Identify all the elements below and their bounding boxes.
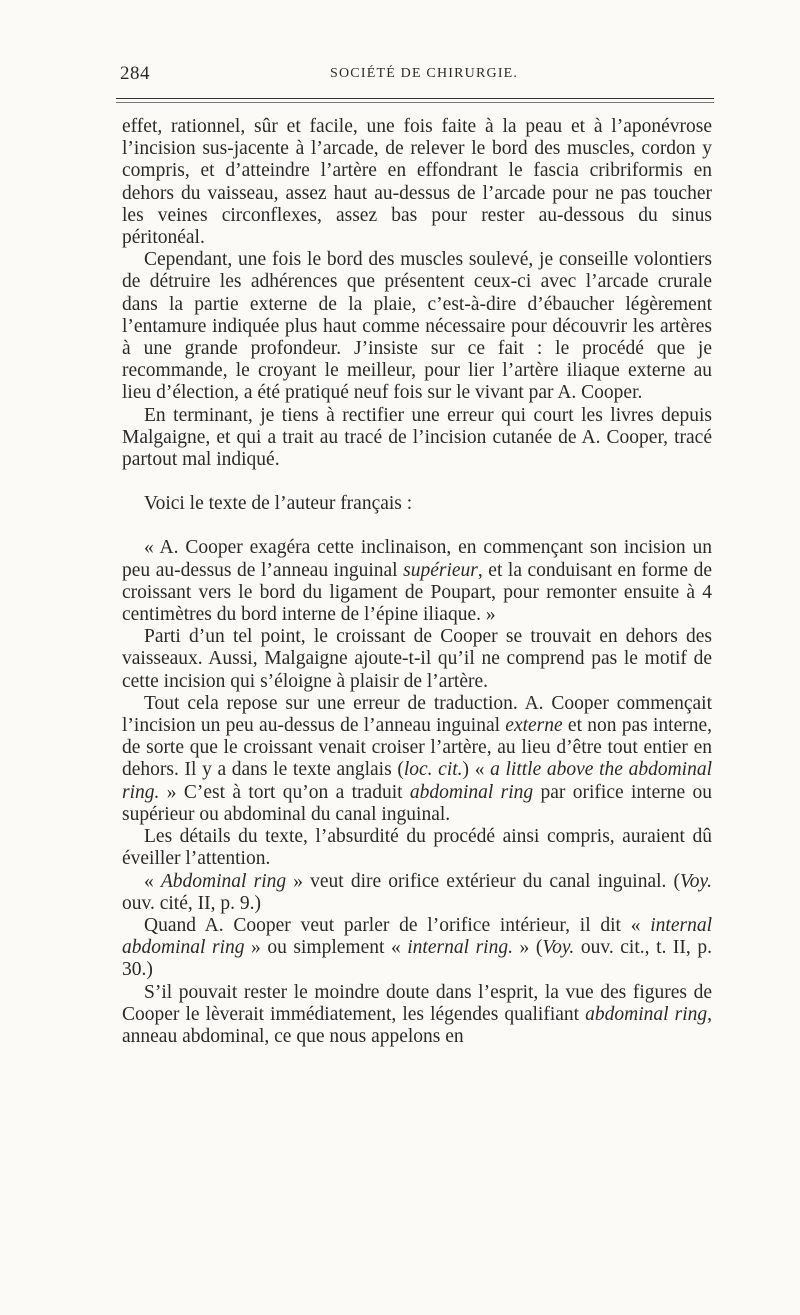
text-run: , anneau abdominal, ce que nous appelons en [122, 1003, 712, 1047]
paragraph [122, 249, 712, 404]
text-run: ouv. cité, II, p. 9.) [122, 892, 261, 914]
italic-text: internal ring. [407, 937, 513, 959]
italic-text: internal abdominal ring [122, 914, 712, 959]
page-number: 284 [120, 63, 150, 84]
text-run: » C’est à tort qu’on a traduit [159, 781, 410, 803]
paragraph [122, 405, 712, 472]
text-run: Tout cela repose sur une erreur de traduction. A. Cooper commençait l’incision un peu au-dessus de l’anneau inguinal [122, 692, 712, 737]
quotation-paragraph [122, 537, 712, 626]
text-run: et non pas interne, de sorte que le croissant venait croiser l’artère, au lieu d’être tout entier en dehors. Il y a dans le texte anglais ( [122, 715, 712, 781]
text-run: effet, rationnel, sûr et facile, une fois faite à la peau et à l’aponévrose l’incision sus-jacente à l’arcade, de relever le bord des muscles, cordon y compris, et d’atteindre l’artère en effondrant le fascia cribriformis en dehors du vaisseau, assez haut au-dessus de l’arcade pour ne pas toucher les veines circonflexes, assez bas pour rester au-dessous du sinus péritonéal. [122, 116, 712, 249]
text-run: » veut dire orifice extérieur du canal inguinal. ( [286, 870, 681, 892]
paragraph [122, 982, 712, 1049]
paragraph [122, 871, 712, 915]
text-run: Cependant, une fois le bord des muscles soulevé, je conseille volontiers de détruire les adhérences que présentent ceux-ci avec l’arcade crurale dans la partie externe de la plaie, c’est-à-dire d’ébaucher légèrement l’entamure indiquée plus haut comme nécessaire pour découvrir les artères à une grande profondeur. J’insiste sur ce fait : le procédé que je recommande, le croyant le meilleur, pour lier l’artère iliaque externe au lieu d’élection, a été pratiqué neuf fois sur le vivant par A. Cooper. [122, 249, 712, 404]
text-run: » ( [512, 937, 543, 959]
italic-text: supérieur [403, 559, 478, 581]
italic-text: a little above the abdominal ring. [122, 759, 712, 803]
running-title: SOCIÉTÉ DE CHIRURGIE. [330, 66, 519, 81]
text-run: , et la conduisant en forme de croissant vers le bord du ligament de Poupart, pour remonter ensuite à 4 centimètres du bord interne de l’épine iliaque. » [122, 559, 712, 626]
text-run: « [144, 870, 161, 892]
text-run: » ou simplement « [244, 937, 408, 959]
text-run: Parti d’un tel point, le croissant de Cooper se trouvait en dehors des vaisseaux. Aussi, Malgaigne ajoute-t-il qu’il ne comprend pas le motif de cette incision qui s’éloigne à plaisir de l’artère. [122, 626, 712, 692]
text-run: « A. Cooper exagéra cette inclinaison, en commençant son incision un peu au-dessus de l’anneau inguinal [122, 537, 712, 581]
text-run: Quand A. Cooper veut parler de l’orifice intérieur, il dit « [144, 914, 651, 936]
paragraph [122, 116, 712, 249]
body-text [122, 116, 712, 1048]
italic-text: abdominal ring [585, 1003, 708, 1025]
paragraph [122, 693, 712, 826]
text-run: ) « [462, 759, 491, 781]
text-run: ouv. cit., t. II, p. 30.) [122, 937, 712, 981]
paragraph [122, 915, 712, 982]
paragraph [122, 626, 712, 693]
paragraph [122, 493, 712, 515]
italic-text: loc. cit. [403, 759, 463, 781]
italic-text: abdominal ring [409, 781, 534, 803]
text-run: par orifice interne ou supérieur ou abdominal du canal inguinal. [122, 781, 712, 825]
italic-text: Abdominal ring [160, 870, 287, 892]
header-rule [116, 98, 714, 99]
page-header [120, 63, 712, 87]
text-run: S’il pouvait rester le moindre doute dans l’esprit, la vue des figures de Cooper le lèverait immédiatement, les légendes qualifiant [122, 981, 712, 1025]
italic-text: Voy. [680, 870, 712, 892]
paragraph [122, 826, 712, 870]
text-run: En terminant, je tiens à rectifier une erreur qui court les livres depuis Malgaigne, et qui a trait au tracé de l’incision cutanée de A. Cooper, tracé partout mal indiqué. [122, 404, 712, 471]
text-run: Les détails du texte, l’absurdité du procédé ainsi compris, auraient dû éveiller l’attention. [122, 826, 712, 870]
text-run: Voici le texte de l’auteur français : [144, 493, 413, 515]
italic-text: externe [505, 715, 563, 737]
italic-text: Voy. [542, 937, 575, 959]
